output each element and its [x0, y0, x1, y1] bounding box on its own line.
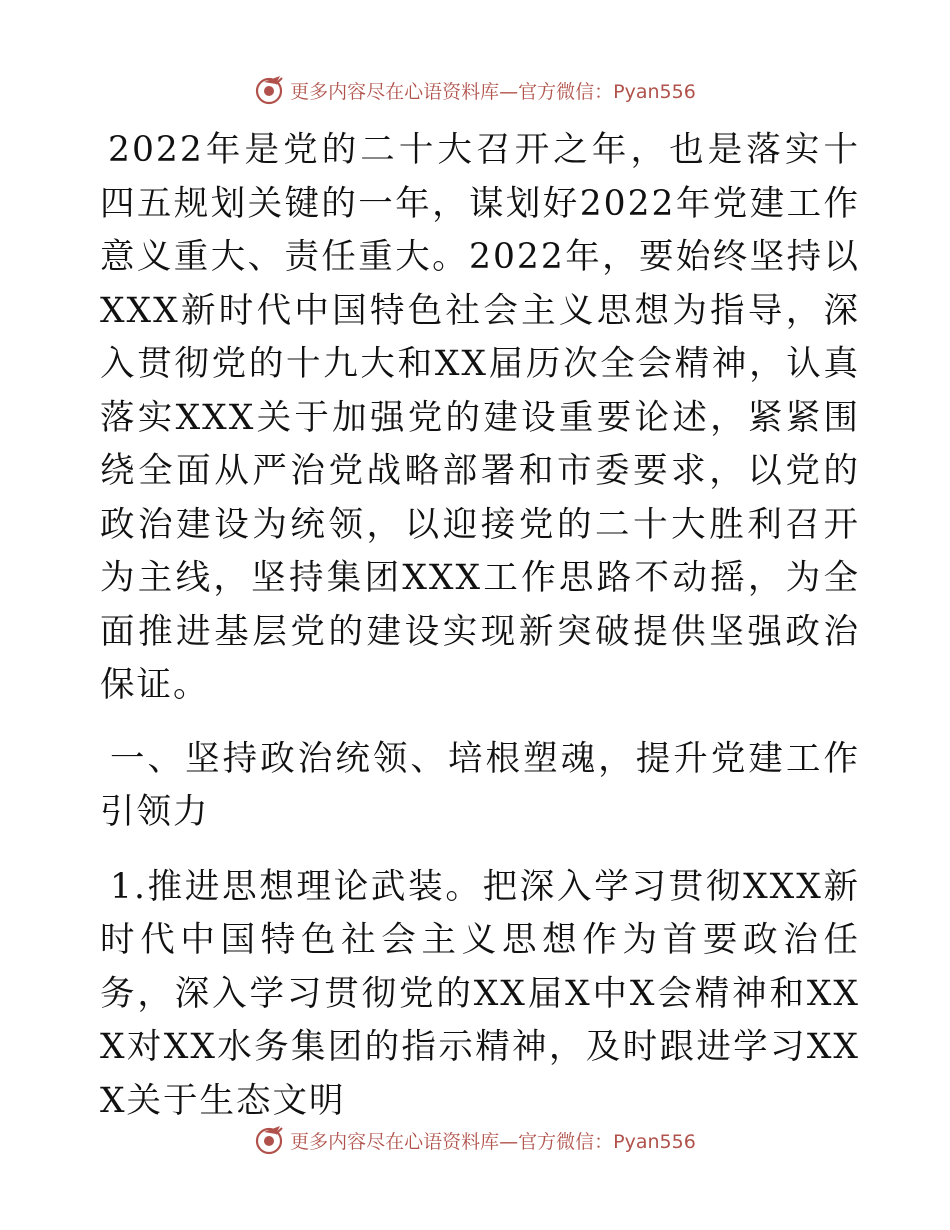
- section-heading: 一、坚持政治统领、培根塑魂，提升党建工作引领力: [100, 738, 860, 832]
- pen-seal-icon: [254, 1124, 286, 1156]
- document-body: [100, 124, 860, 1128]
- header-watermark-text: 更多内容尽在心语资料库—官方微信：Pyan556: [290, 80, 696, 103]
- item-paragraph: 1.推进思想理论武装。把深入学习贯彻XXX新时代中国特色社会主义思想作为首要政治任务，深入学习贯彻党的XX届X中X会精神和XXX对XX水务集团的指示精神，及时跟进学习XXX关于生态文明: [100, 866, 860, 1121]
- footer-watermark: [0, 1120, 950, 1160]
- footer-watermark-text: 更多内容尽在心语资料库—官方微信：Pyan556: [290, 1130, 696, 1153]
- pen-seal-icon: [254, 74, 286, 106]
- intro-paragraph: 2022年是党的二十大召开之年，也是落实十四五规划关键的一年，谋划好2022年党建工作意义重大、责任重大。2022年，要始终坚持以XXX新时代中国特色社会主义思想为指导，深入贯彻党的十九大和XX届历次全会精神，认真落实XXX关于加强党的建设重要论述，紧紧围绕全面从严治党战略部署和市委要求，以党的政治建设为统领，以迎接党的二十大胜利召开为主线，坚持集团XXX工作思路不动摇，为全面推进基层党的建设实现新突破提供坚强政治保证。: [100, 130, 860, 705]
- header-watermark: [0, 70, 950, 110]
